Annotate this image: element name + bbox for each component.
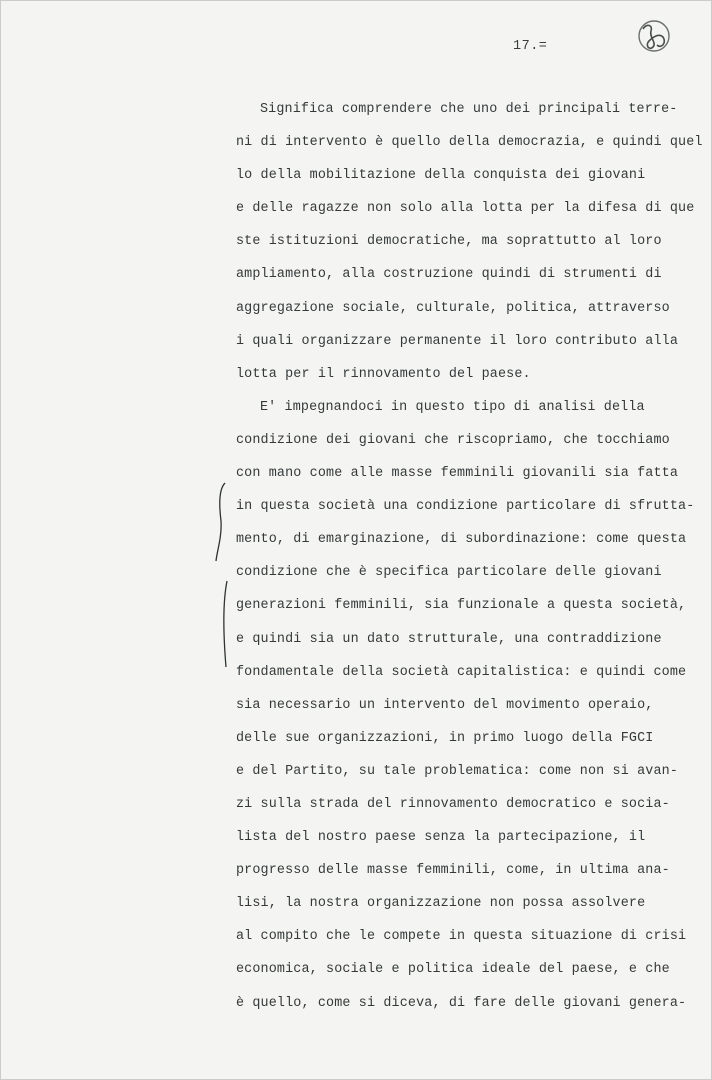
text-line: delle sue organizzazioni, in primo luogo della FGCI xyxy=(236,730,654,746)
page-number: 17.= xyxy=(513,39,548,54)
text-line: zi sulla strada del rinnovamento democratico e socia- xyxy=(236,796,670,812)
text-line: lotta per il rinnovamento del paese. xyxy=(236,366,531,382)
text-line: e del Partito, su tale problematica: come non si avan- xyxy=(236,763,679,779)
text-line: ampliamento, alla costruzione quindi di strumenti di xyxy=(236,267,662,283)
margin-bracket-mark xyxy=(213,481,233,671)
text-line: ni di intervento è quello della democrazia, e quindi quel xyxy=(236,135,703,151)
text-line: progresso delle masse femminili, come, in ultima ana- xyxy=(236,863,670,879)
text-line: economica, sociale e politica ideale del paese, e che xyxy=(236,962,670,978)
text-line: condizione dei giovani che riscopriamo, che tocchiamo xyxy=(236,432,670,448)
text-line: e delle ragazze non solo alla lotta per la difesa di que xyxy=(236,201,695,217)
text-line: mento, di emarginazione, di subordinazione: come questa xyxy=(236,532,687,548)
text-line: e quindi sia un dato strutturale, una contraddizione xyxy=(236,631,662,647)
text-line: ste istituzioni democratiche, ma soprattutto al loro xyxy=(236,234,662,250)
text-line: aggregazione sociale, culturale, politica, attraverso xyxy=(236,300,670,316)
text-line: i quali organizzare permanente il loro contributo alla xyxy=(236,333,679,349)
text-line: generazioni femminili, sia funzionale a questa società, xyxy=(236,598,687,614)
text-line: condizione che è specifica particolare delle giovani xyxy=(236,565,662,581)
body-text xyxy=(236,93,706,1020)
text-line: Significa comprendere che uno dei principali terre- xyxy=(260,102,678,117)
text-line: è quello, come si diceva, di fare delle giovani genera- xyxy=(236,995,687,1011)
page-stamp-icon xyxy=(635,17,673,55)
text-line: lo della mobilitazione della conquista dei giovani xyxy=(236,168,646,184)
text-line: lista del nostro paese senza la partecipazione, il xyxy=(236,830,646,846)
text-line: lisi, la nostra organizzazione non possa assolvere xyxy=(236,896,646,912)
text-line: al compito che le compete in questa situazione di crisi xyxy=(236,929,687,945)
text-line: sia necessario un intervento del movimento operaio, xyxy=(236,697,654,713)
text-line: E' impegnandoci in questo tipo di analisi della xyxy=(260,399,645,415)
text-line: con mano come alle masse femminili giovanili sia fatta xyxy=(236,466,679,482)
text-line: in questa società una condizione particolare di sfrutta- xyxy=(236,499,695,515)
text-line: fondamentale della società capitalistica: e quindi come xyxy=(236,664,687,680)
